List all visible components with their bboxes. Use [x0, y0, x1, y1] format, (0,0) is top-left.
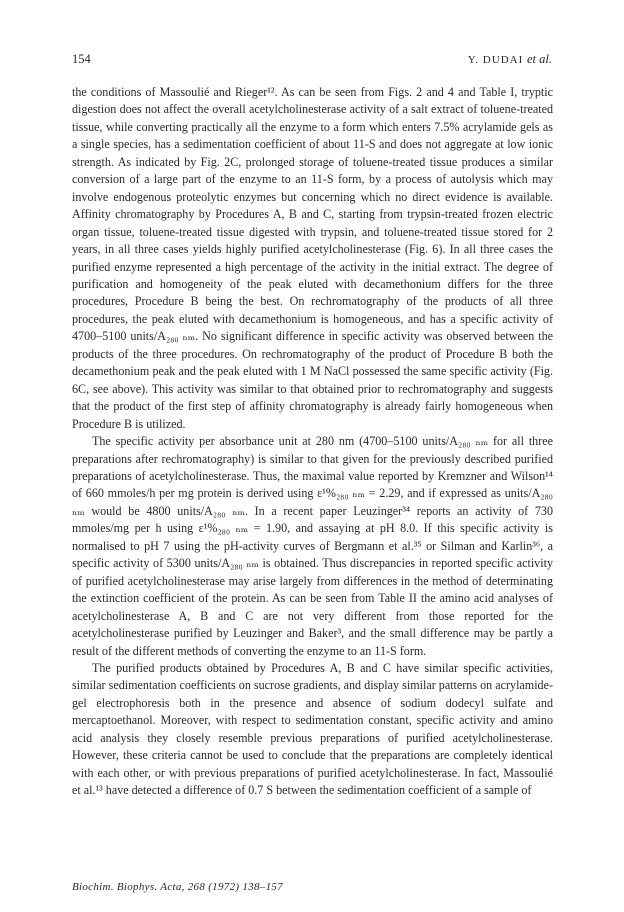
running-head: [468, 52, 552, 67]
page-number: 154: [72, 52, 91, 66]
journal-citation-footer: Biochim. Biophys. Acta, 268 (1972) 138–157: [72, 881, 283, 893]
body-paragraph: the conditions of Massoulié and Rieger¹². As can be seen from Figs. 2 and 4 and Table I, tryptic digestion does not affect the overall acetylcholinesterase activity of a salt extract of toluene-treated tissue, while converting practically all the enzyme to a form which enters 7.5% acrylamide gels as a single species, has a sedimentation coefficient of about 11-S and does not aggregate at low ionic strength. As indicated by Fig. 2C, prolonged storage of toluene-treated tissue produces a similar conversion of a large part of the enzyme to an 11-S form, by a process of autolysis which may involve endogenous proteolytic enzymes but concerning which no direct evidence is available. Affinity chromatography by Procedures A, B and C, starting from trypsin-treated frozen electric organ tissue, toluene-treated tissue digested with trypsin, and toluene-treated tissue stored for 2 years, in all three cases yields highly purified acetylcholinesterase (Fig. 6). In all three cases the purified enzyme represented a high percentage of the activity in the initial extract. The degree of purification and homogeneity of the peak eluted with decamethonium differs for the three procedures, Procedure B being the best. On rechromatography of the products of all three procedures, the peak eluted with decamethonium is homogeneous, and has a specific activity of 4700–5100 units/A₂₈₀ ₙₘ. No significant difference in specific activity was observed between the products of the three procedures. On rechromatography of the product of Procedure B both the decamethonium peak and the peak eluted with 1 M NaCl possessed the same specific activity (Fig. 6C, see above). This activity was similar to that obtained prior to rechromatography and suggests that the product of the first step of affinity chromatography is already fairly homogeneous when Procedure B is utilized.: [72, 85, 553, 431]
page-header: [72, 52, 552, 70]
running-head-authors: Y. DUDAI: [467, 54, 524, 66]
article-body: [72, 84, 553, 800]
body-paragraph: The specific activity per absorbance unit at 280 nm (4700–5100 units/A₂₈₀ ₙₘ for all three preparations after rechromatography) is similar to that given for the previously described purified preparations of acetylcholinesterase. Thus, the maximal value reported by Kremzner and Wilson¹⁴ of 660 mmoles/h per mg protein is derived using ε¹%₂₈₀ ₙₘ = 2.29, and if expressed as units/A₂₈₀ ₙₘ would be 4800 units/A₂₈₀ ₙₘ. In a recent paper Leuzinger³⁴ reports an activity of 730 mmoles/mg per h using ε¹%₂₈₀ ₙₘ = 1.90, and assaying at pH 8.0. If this specific activity is normalised to pH 7 using the pH-activity curves of Bergmann et al.³⁵ or Silman and Karlin³⁶, a specific activity of 5300 units/A₂₈₀ ₙₘ is obtained. Thus discrepancies in reported specific activity of purified acetylcholinesterase may arise largely from differences in the method of determinating the extinction coefficient of the protein. As can be seen from Table II the amino acid analyses of acetylcholinesterase A, B and C are not very different from those reported for the acetylcholinesterase purified by Leuzinger and Baker³, and the small difference may be partly a result of the different methods of converting the enzyme to an 11-S form.: [72, 434, 553, 658]
running-head-etal: et al.: [527, 52, 552, 66]
body-paragraph: The purified products obtained by Procedures A, B and C have similar specific activities, similar sedimentation coefficients on sucrose gradients, and display similar patterns on acrylamide-gel electrophoresis both in the presence and absence of sodium dodecyl sulfate and mercaptoethanol. Moreover, with respect to sedimentation constant, specific activity and amino acid analysis they closely resemble previous preparations of purified acetylcholinesterase. However, these criteria cannot be used to conclude that the preparations are completely identical with each other, or with previous preparations of purified acetylcholinesterase. In fact, Massoulié et al.¹³ have detected a difference of 0.7 S between the sedimentation coefficient of a sample of: [72, 660, 553, 798]
